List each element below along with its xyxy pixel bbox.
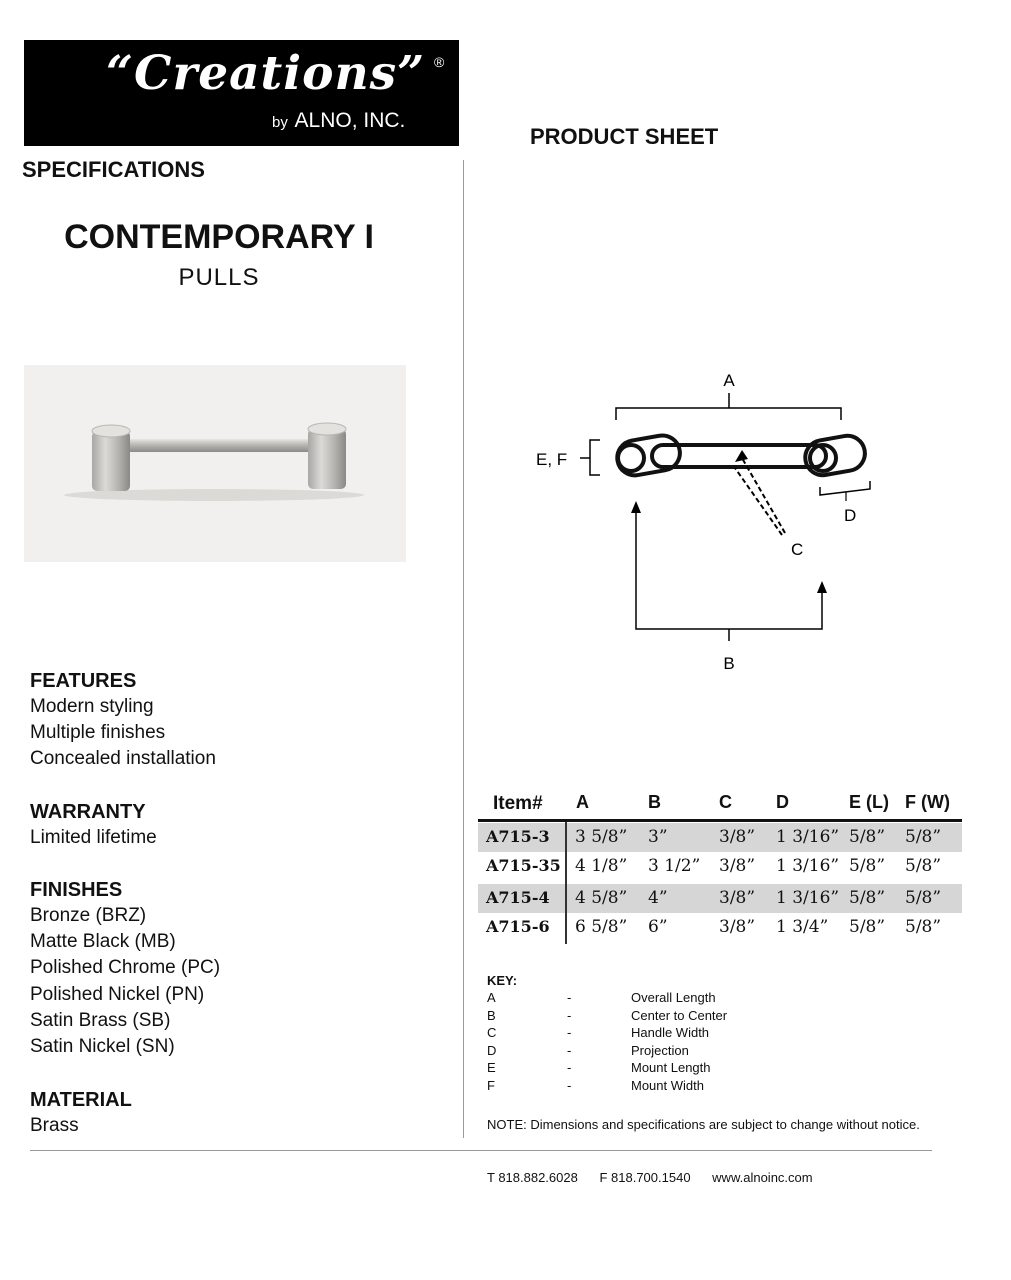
key-letter: A <box>487 990 496 1005</box>
key-description: Overall Length <box>631 990 716 1005</box>
key-description: Projection <box>631 1042 689 1058</box>
feature-item: Multiple finishes <box>30 722 166 744</box>
dimension-diagram <box>520 365 920 675</box>
key-dash: - <box>567 1025 572 1040</box>
table-cell: 5/8” <box>905 856 942 876</box>
key-dash: - <box>567 1077 572 1093</box>
feature-item: Concealed installation <box>30 748 216 770</box>
key-row <box>487 1024 927 1042</box>
phone-number: T 818.882.6028 <box>487 1170 578 1185</box>
table-header-f: F (W) <box>905 792 950 812</box>
key-dash: - <box>567 1007 572 1023</box>
warranty-section <box>30 799 450 851</box>
finishes-section <box>30 877 450 1060</box>
table-item-column-rule <box>565 822 567 944</box>
table-header-c: C <box>719 792 732 812</box>
table-cell: 1 3/4” <box>776 917 829 937</box>
finish-item: Polished Chrome (PC) <box>30 957 221 979</box>
table-row <box>478 913 962 942</box>
key-row <box>487 1077 927 1095</box>
label-c: C <box>791 540 804 559</box>
table-cell: 3/8” <box>719 888 756 908</box>
specifications-heading: SPECIFICATIONS <box>22 157 205 182</box>
product-photo <box>24 365 406 562</box>
finish-item: Polished Nickel (PN) <box>30 983 205 1005</box>
key-description: Center to Center <box>631 1007 728 1023</box>
key-letter: B <box>487 1007 496 1023</box>
key-dash: - <box>567 1060 572 1075</box>
table-cell: 1 3/16” <box>776 827 840 847</box>
finishes-title: FINISHES <box>30 879 123 901</box>
key-row <box>487 1007 927 1025</box>
key-description: Mount Width <box>631 1077 704 1093</box>
table-cell: 4” <box>648 888 668 908</box>
key-title: KEY: <box>487 973 518 988</box>
table-header-e: E (L) <box>849 792 889 812</box>
fax-number: F 818.700.1540 <box>599 1170 691 1185</box>
label-a: A <box>723 371 735 390</box>
dimension-diagram-svg <box>520 365 920 675</box>
table-row <box>478 852 962 881</box>
logo-registered-mark: ® <box>434 54 445 70</box>
table-cell: 4 1/8” <box>575 856 628 876</box>
product-title: CONTEMPORARY I <box>64 218 374 256</box>
spec-table <box>478 788 962 948</box>
key-description: Handle Width <box>631 1025 710 1040</box>
feature-item: Modern styling <box>30 696 154 717</box>
finish-item: Satin Nickel (SN) <box>30 1036 175 1058</box>
table-header-a: A <box>576 792 589 812</box>
key-row <box>487 1042 927 1060</box>
table-cell: 1 3/16” <box>776 888 840 908</box>
table-cell: 3” <box>648 827 668 847</box>
material-title: MATERIAL <box>30 1089 132 1111</box>
material-section <box>30 1087 450 1139</box>
table-cell: 3 5/8” <box>575 827 628 847</box>
table-cell: 1 3/16” <box>776 856 840 876</box>
table-cell: 5/8” <box>849 888 886 908</box>
key-description: Mount Length <box>631 1060 711 1075</box>
contact-info <box>487 1170 831 1185</box>
finish-item: Bronze (BRZ) <box>30 905 147 926</box>
table-header-rule <box>478 819 962 822</box>
table-cell: 5/8” <box>905 888 942 908</box>
table-cell: 6 5/8” <box>575 917 628 937</box>
table-row <box>478 823 962 852</box>
product-subtitle: PULLS <box>178 264 260 291</box>
product-sheet-heading: PRODUCT SHEET <box>530 124 719 149</box>
table-cell: 3/8” <box>719 917 756 937</box>
table-cell: 5/8” <box>849 827 886 847</box>
footer-divider <box>30 1150 932 1151</box>
table-header-d: D <box>776 792 789 812</box>
key-dash: - <box>567 990 572 1005</box>
features-title: FEATURES <box>30 670 137 692</box>
table-cell: 5/8” <box>849 917 886 937</box>
key-letter: F <box>487 1077 495 1093</box>
material-item: Brass <box>30 1115 79 1136</box>
table-cell: 5/8” <box>849 856 886 876</box>
logo-company-name: ALNO, INC. <box>294 109 406 132</box>
table-cell: 3/8” <box>719 856 756 876</box>
vertical-divider <box>463 160 464 1138</box>
table-cell: 3/8” <box>719 827 756 847</box>
key-letter: D <box>487 1042 497 1058</box>
table-cell: 4 5/8” <box>575 888 628 908</box>
key-letter: E <box>487 1060 496 1075</box>
table-cell: A715-4 <box>486 888 550 907</box>
logo-by-text: by <box>272 114 288 131</box>
table-row <box>478 884 962 913</box>
warranty-item: Limited lifetime <box>30 827 157 848</box>
label-d: D <box>844 506 857 525</box>
key-letter: C <box>487 1025 497 1040</box>
table-cell: 3 1/2” <box>648 856 701 876</box>
product-pull-illustration <box>24 365 406 562</box>
finish-item: Matte Black (MB) <box>30 931 176 953</box>
logo-company <box>272 109 405 133</box>
table-header-b: B <box>648 792 661 812</box>
table-cell: A715-35 <box>486 856 561 875</box>
table-cell: 6” <box>648 917 668 937</box>
table-header-item: Item# <box>493 793 543 814</box>
key-dash: - <box>567 1042 572 1058</box>
disclaimer-note: NOTE: Dimensions and specifications are subject to change without notice. <box>487 1117 920 1132</box>
website-link[interactable]: www.alnoinc.com <box>712 1170 813 1185</box>
label-b: B <box>723 654 735 673</box>
logo-script-text: “Creations” <box>106 46 426 101</box>
brand-logo <box>24 40 459 146</box>
key-row <box>487 989 927 1007</box>
table-cell: 5/8” <box>905 917 942 937</box>
warranty-title: WARRANTY <box>30 801 146 823</box>
dimension-key <box>487 972 927 1094</box>
table-cell: A715-6 <box>486 917 550 936</box>
features-section <box>30 668 450 773</box>
finish-item: Satin Brass (SB) <box>30 1009 171 1031</box>
label-ef: E, F <box>536 450 568 469</box>
key-row <box>487 1059 927 1077</box>
table-cell: A715-3 <box>486 827 550 846</box>
table-cell: 5/8” <box>905 827 942 847</box>
